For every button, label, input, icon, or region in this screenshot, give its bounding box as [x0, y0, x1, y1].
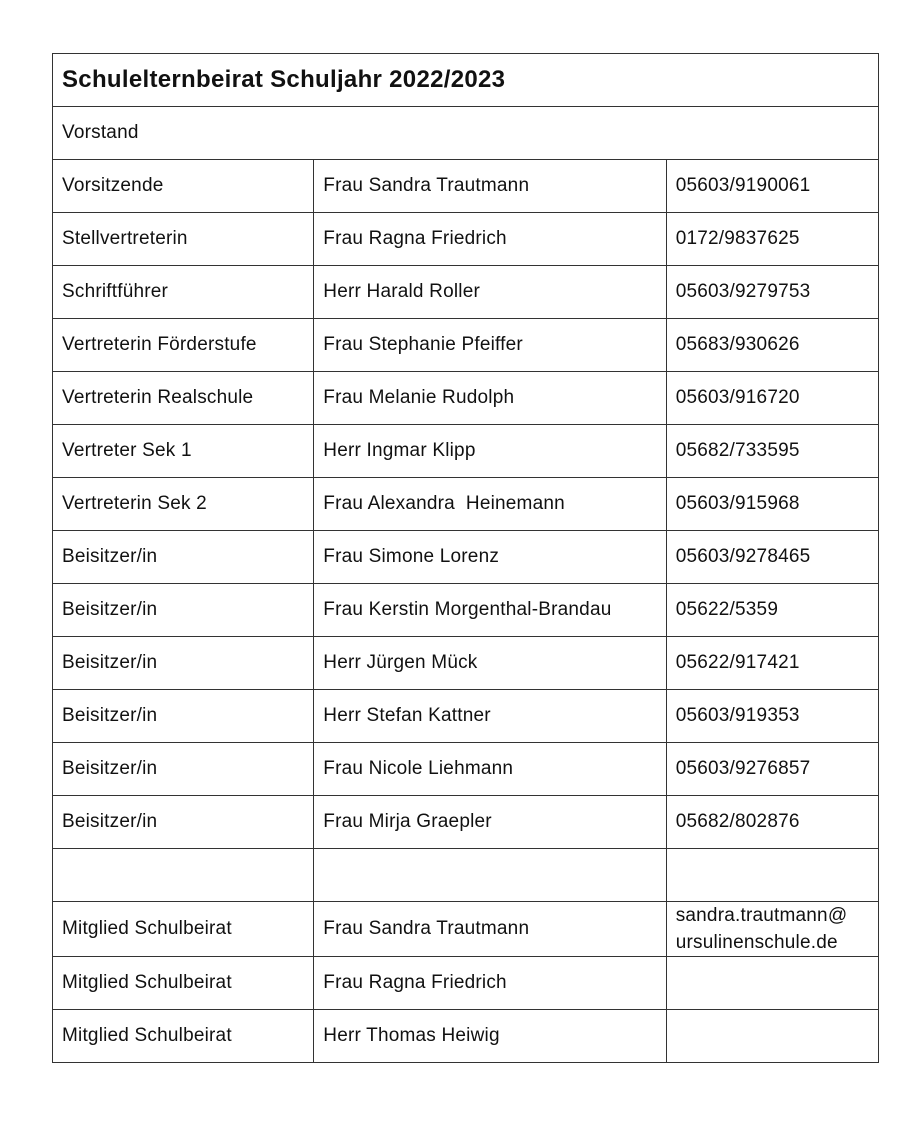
table-row — [53, 319, 879, 372]
title-row — [53, 54, 879, 107]
phone-cell: 05603/916720 — [666, 372, 878, 425]
name-cell: Frau Stephanie Pfeiffer — [314, 319, 666, 372]
role-cell: Beisitzer/in — [53, 796, 314, 849]
name-cell: Frau Alexandra Heinemann — [314, 478, 666, 531]
section-row — [53, 107, 879, 160]
empty-row — [53, 849, 879, 902]
role-cell: Vertreterin Realschule — [53, 372, 314, 425]
role-cell: Beisitzer/in — [53, 637, 314, 690]
empty-cell — [666, 849, 878, 902]
phone-cell: 05603/9279753 — [666, 266, 878, 319]
phone-cell: 05622/917421 — [666, 637, 878, 690]
email-line-1: sandra.trautmann@ — [675, 905, 848, 926]
name-cell: Frau Ragna Friedrich — [314, 213, 666, 266]
name-cell: Frau Melanie Rudolph — [314, 372, 666, 425]
name-cell: Herr Jürgen Mück — [314, 637, 666, 690]
phone-cell: 0172/9837625 — [666, 213, 878, 266]
elternbeirat-table — [52, 53, 879, 1063]
table-row — [53, 425, 879, 478]
empty-cell — [666, 957, 878, 1010]
table-row — [53, 160, 879, 213]
table-row — [53, 531, 879, 584]
phone-cell: 05603/9278465 — [666, 531, 878, 584]
table-body — [53, 54, 879, 1063]
name-cell: Frau Simone Lorenz — [314, 531, 666, 584]
table-row — [53, 266, 879, 319]
name-cell: Frau Sandra Trautmann — [314, 160, 666, 213]
table-row — [53, 637, 879, 690]
name-cell: Frau Mirja Graepler — [314, 796, 666, 849]
empty-cell — [53, 849, 314, 902]
email-line-2: ursulinenschule.de — [675, 932, 838, 953]
role-cell: Vertreterin Förderstufe — [53, 319, 314, 372]
role-cell: Beisitzer/in — [53, 690, 314, 743]
phone-cell: 05603/919353 — [666, 690, 878, 743]
section-heading: Vorstand — [53, 107, 879, 160]
table-row — [53, 743, 879, 796]
document-title: Schulelternbeirat Schuljahr 2022/2023 — [53, 54, 879, 107]
phone-cell: 05682/802876 — [666, 796, 878, 849]
phone-cell: 05622/5359 — [666, 584, 878, 637]
name-cell: Frau Nicole Liehmann — [314, 743, 666, 796]
name-cell: Frau Sandra Trautmann — [314, 902, 666, 957]
email-cell — [666, 902, 878, 957]
name-cell: Frau Kerstin Morgenthal-Brandau — [314, 584, 666, 637]
role-cell: Schriftführer — [53, 266, 314, 319]
table-row — [53, 796, 879, 849]
phone-cell: 05683/930626 — [666, 319, 878, 372]
table-row — [53, 690, 879, 743]
empty-cell — [314, 849, 666, 902]
phone-cell: 05682/733595 — [666, 425, 878, 478]
phone-cell: 05603/915968 — [666, 478, 878, 531]
table-row — [53, 584, 879, 637]
table-row — [53, 1010, 879, 1063]
role-cell: Beisitzer/in — [53, 584, 314, 637]
role-cell: Beisitzer/in — [53, 743, 314, 796]
table-row — [53, 902, 879, 957]
role-cell: Vorsitzende — [53, 160, 314, 213]
name-cell: Herr Harald Roller — [314, 266, 666, 319]
name-cell: Herr Ingmar Klipp — [314, 425, 666, 478]
role-cell: Beisitzer/in — [53, 531, 314, 584]
phone-cell: 05603/9190061 — [666, 160, 878, 213]
role-cell: Stellvertreterin — [53, 213, 314, 266]
phone-cell: 05603/9276857 — [666, 743, 878, 796]
role-cell: Mitglied Schulbeirat — [53, 902, 314, 957]
table-row — [53, 957, 879, 1010]
table-row — [53, 213, 879, 266]
name-cell: Herr Stefan Kattner — [314, 690, 666, 743]
table-row — [53, 372, 879, 425]
name-cell: Herr Thomas Heiwig — [314, 1010, 666, 1063]
table-row — [53, 478, 879, 531]
role-cell: Vertreter Sek 1 — [53, 425, 314, 478]
name-cell: Frau Ragna Friedrich — [314, 957, 666, 1010]
role-cell: Mitglied Schulbeirat — [53, 957, 314, 1010]
role-cell: Mitglied Schulbeirat — [53, 1010, 314, 1063]
empty-cell — [666, 1010, 878, 1063]
role-cell: Vertreterin Sek 2 — [53, 478, 314, 531]
